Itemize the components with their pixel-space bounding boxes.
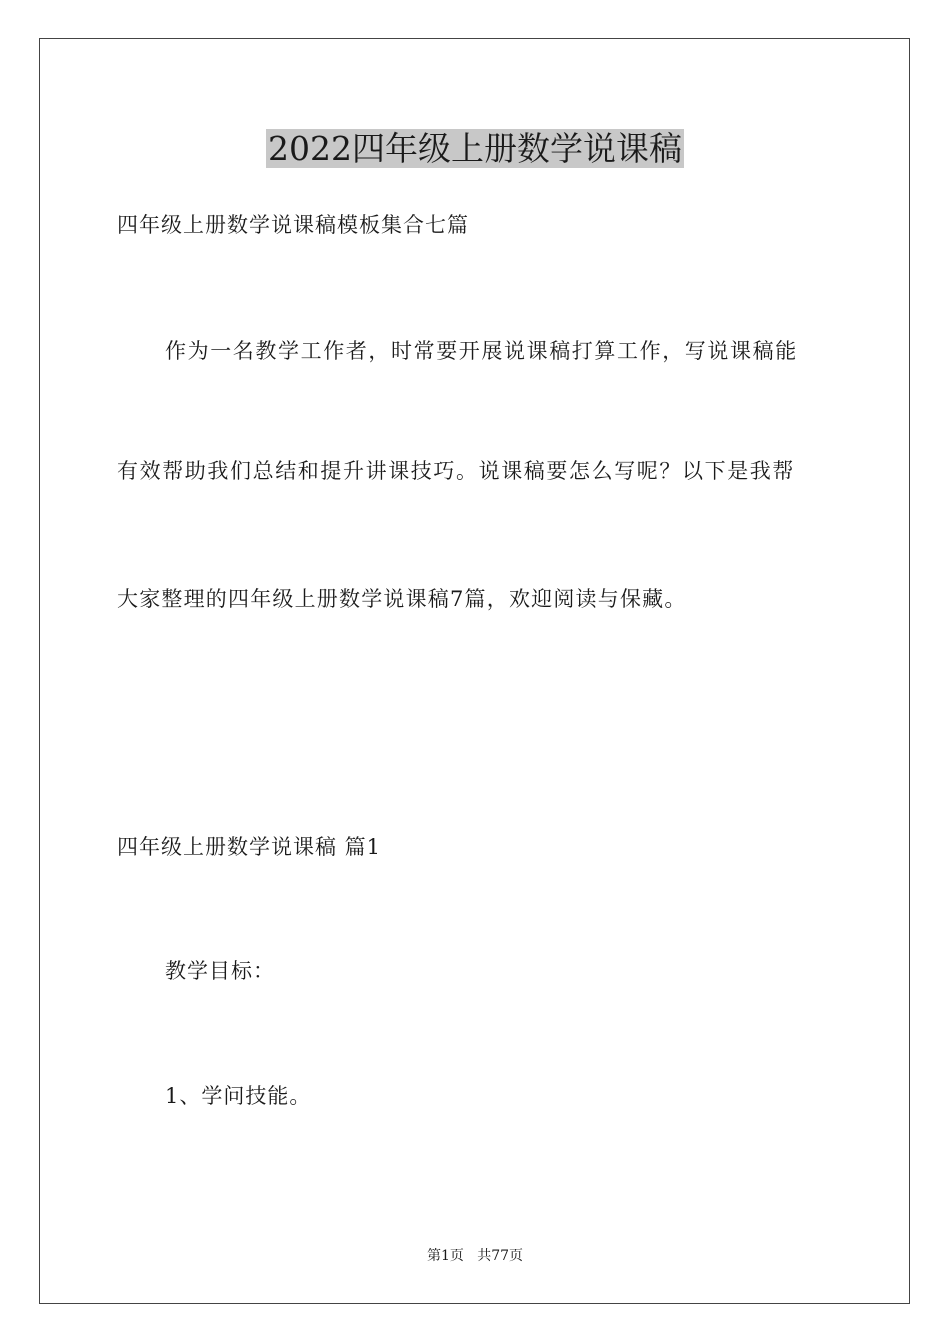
objective-label: 教学目标： [165,959,275,983]
page-number-footer: 第1页 共77页 [426,1248,524,1264]
section-heading: 四年级上册数学说课稿 篇1 [117,835,382,859]
intro-line-3: 大家整理的四年级上册数学说课稿7篇，欢迎阅读与保藏。 [117,587,687,611]
document-title-text: 2022四年级上册数学说课稿 [268,129,682,168]
intro-line-1: 作为一名教学工作者，时常要开展说课稿打算工作，写说课稿能 [165,339,798,363]
intro-line-2: 有效帮助我们总结和提升讲课技巧。说课稿要怎么写呢？以下是我帮 [117,459,795,483]
list-item: 1、学问技能。 [165,1084,312,1108]
document-title [0,127,950,171]
document-subtitle: 四年级上册数学说课稿模板集合七篇 [117,213,469,237]
